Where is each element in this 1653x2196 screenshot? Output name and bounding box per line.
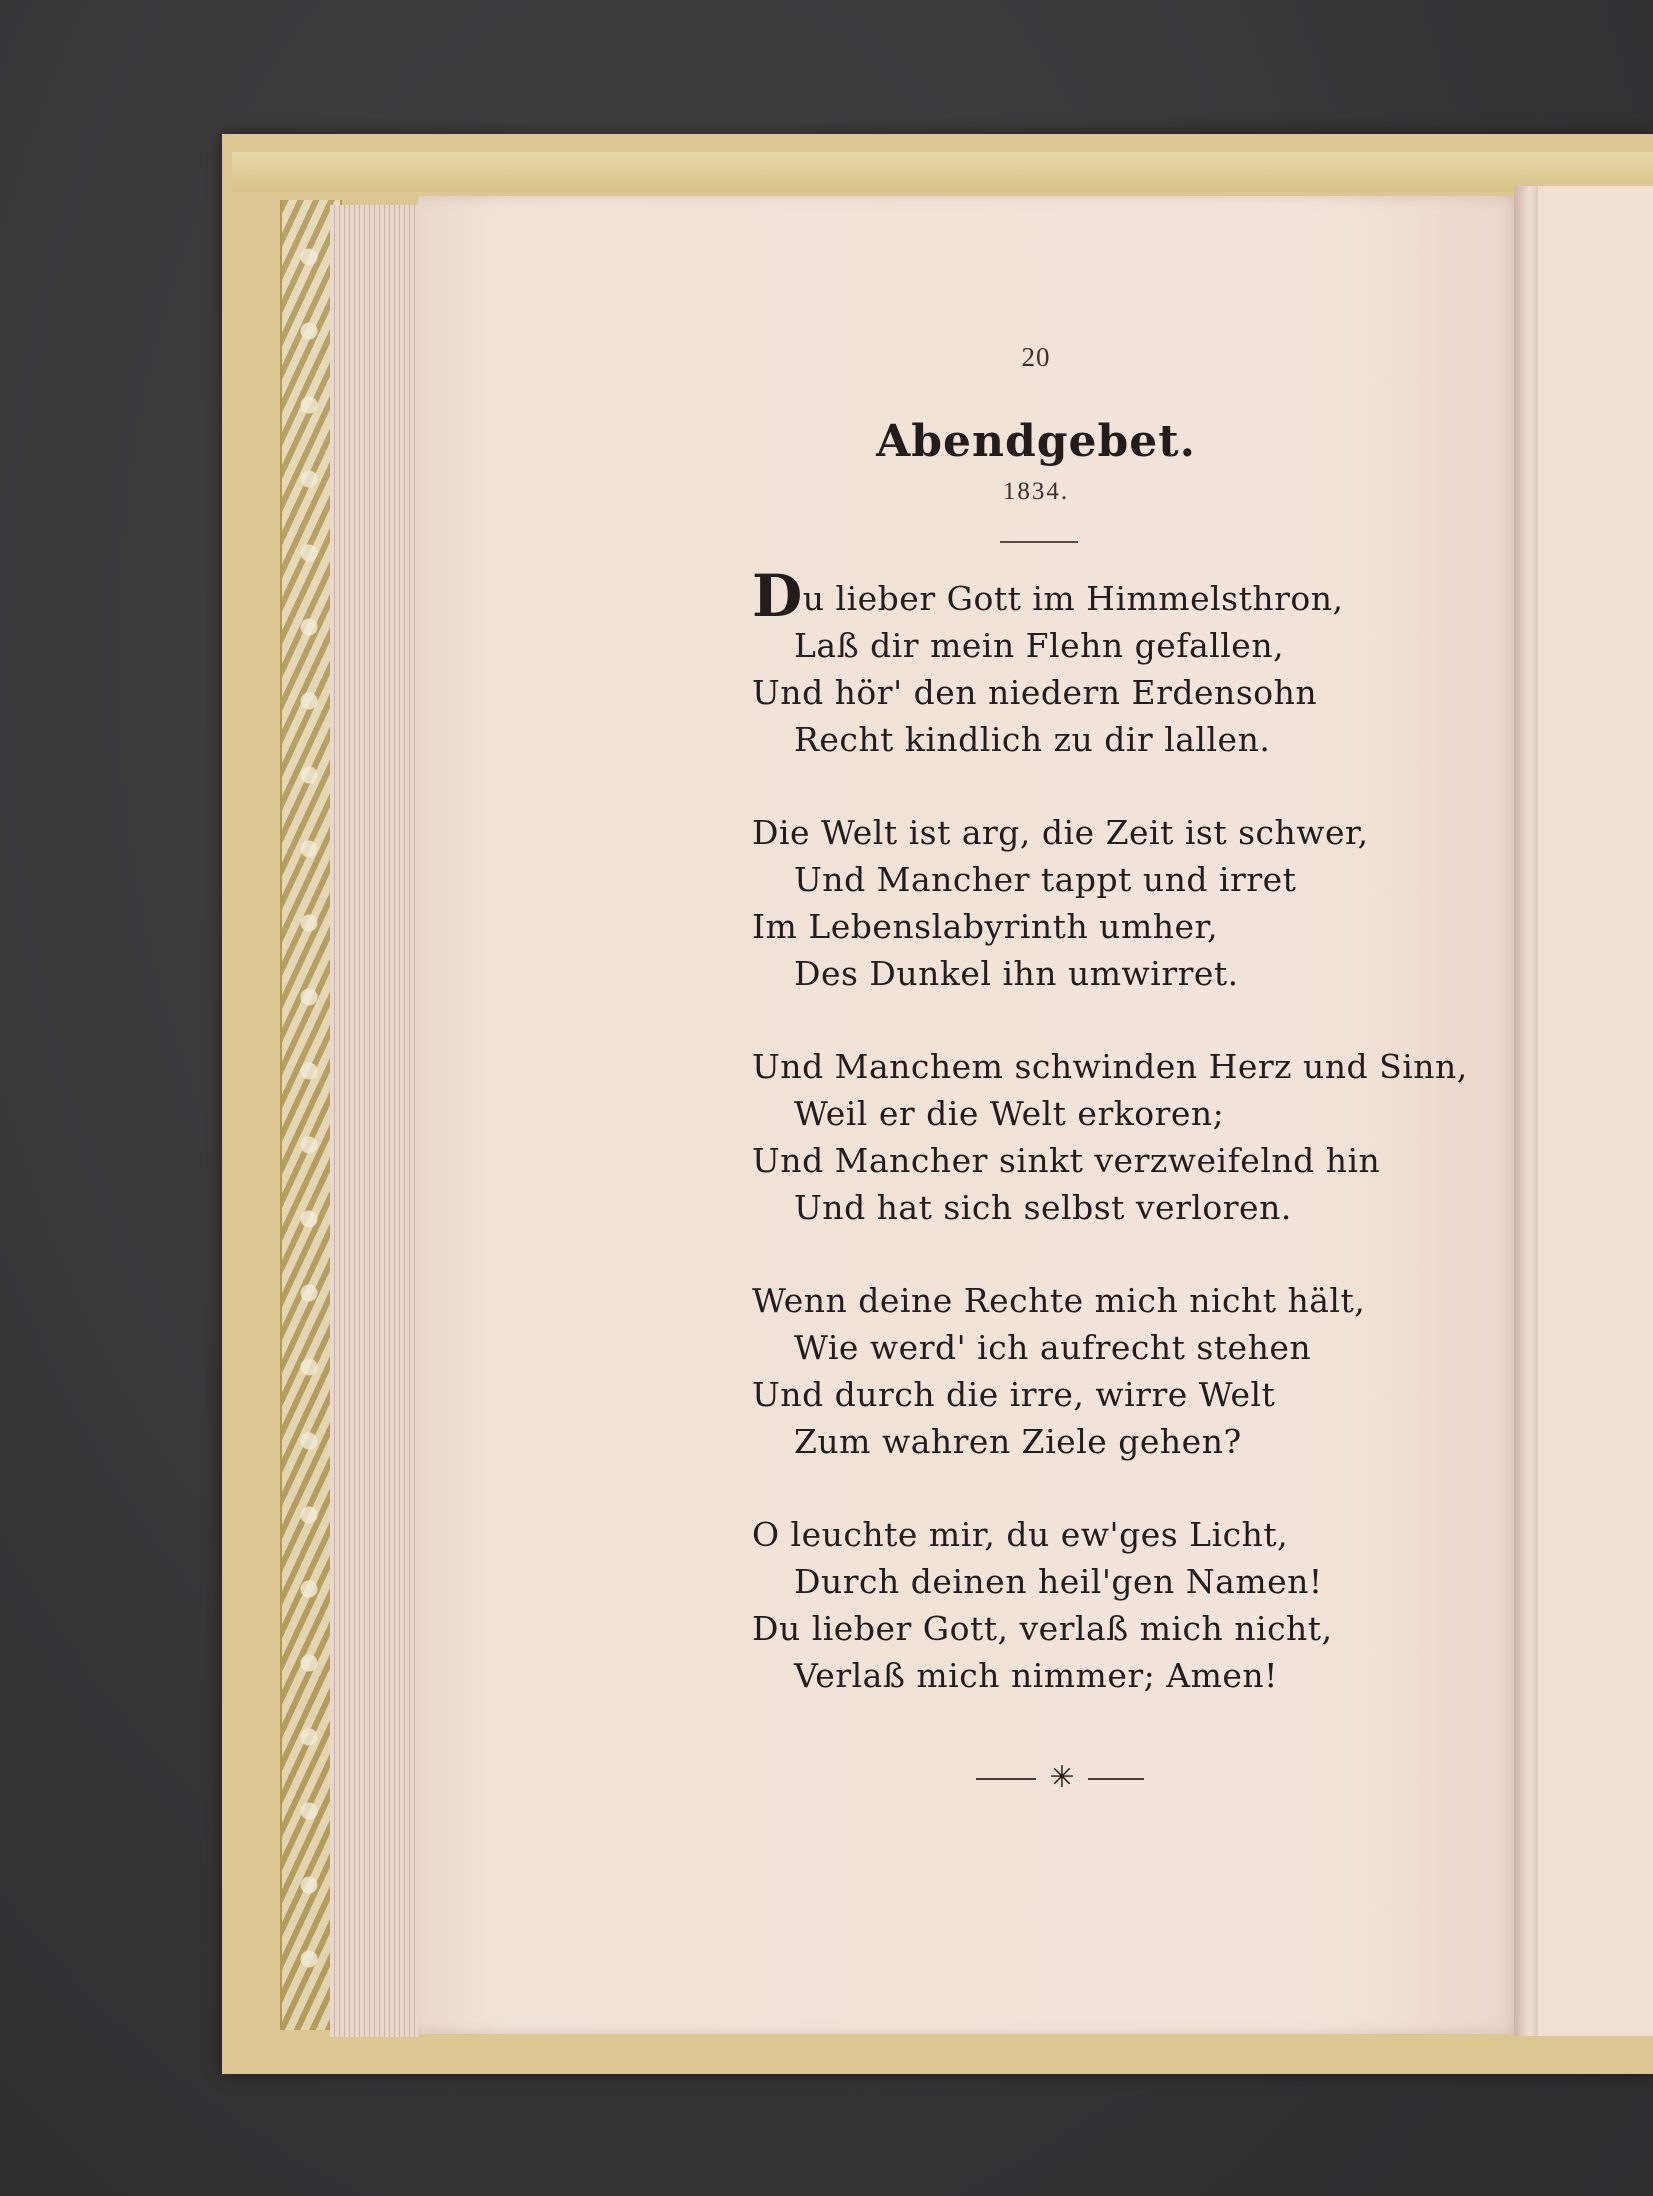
poem-line: Laß dir mein Flehn gefallen,: [794, 626, 1285, 665]
poem-line: Die Welt ist arg, die Zeit ist schwer,: [752, 813, 1369, 852]
poem-line: Und Mancher sinkt verzweifelnd hin: [752, 1141, 1381, 1180]
stanza: [752, 809, 1452, 997]
poem-title: Abendgebet.: [876, 416, 1196, 467]
poem-line: Weil er die Welt erkoren;: [794, 1094, 1225, 1133]
end-ornament: [976, 1760, 1146, 1795]
poem-line: Im Lebenslabyrinth umher,: [752, 907, 1219, 946]
poem-line: Und Mancher tappt und irret: [794, 860, 1297, 899]
poem-line: Und durch die irre, wirre Welt: [752, 1375, 1276, 1414]
drop-cap: D: [752, 562, 803, 630]
facing-page-edge: [1538, 186, 1653, 2036]
poem-line: Wenn deine Rechte mich nicht hält,: [752, 1281, 1366, 1320]
ribbon-flower-pattern: [290, 220, 328, 2010]
poem-line: [752, 562, 1452, 630]
stanza: [752, 1043, 1468, 1231]
book-cover-edge: [232, 152, 1653, 192]
page-number: 20: [1021, 342, 1051, 372]
ornament-rule-left: [976, 1778, 1036, 1780]
poem-body: [752, 562, 1468, 1745]
poem-line: Des Dunkel ihn umwirret.: [794, 954, 1239, 993]
stanza: [752, 1511, 1452, 1699]
star-ornament-icon: ✳: [1049, 1760, 1075, 1795]
poem-line: Recht kindlich zu dir lallen.: [794, 720, 1271, 759]
stanza: [752, 562, 1452, 763]
poem-line: Verlaß mich nimmer; Amen!: [794, 1656, 1278, 1695]
title-divider: [1000, 541, 1078, 543]
poem-line-text: u lieber Gott im Himmelsthron,: [802, 579, 1344, 618]
poem-line: O leuchte mir, du ew'ges Licht,: [752, 1515, 1289, 1554]
poem-line: Und hör' den niedern Erdensohn: [752, 673, 1318, 712]
poem-line: Und hat sich selbst verloren.: [794, 1188, 1292, 1227]
book-gutter: [1514, 186, 1540, 2036]
poem-year: 1834.: [1002, 478, 1070, 505]
poem-line: Wie werd' ich aufrecht stehen: [794, 1328, 1312, 1367]
poem-line: Zum wahren Ziele gehen?: [794, 1422, 1242, 1461]
poem-line: Du lieber Gott, verlaß mich nicht,: [752, 1609, 1333, 1648]
page-stack-edges: [330, 205, 420, 2037]
poem-line: Und Manchem schwinden Herz und Sinn,: [752, 1047, 1468, 1086]
stanza: [752, 1277, 1452, 1465]
poem-line: Durch deinen heil'gen Namen!: [794, 1562, 1323, 1601]
ornament-rule-right: [1088, 1778, 1144, 1780]
